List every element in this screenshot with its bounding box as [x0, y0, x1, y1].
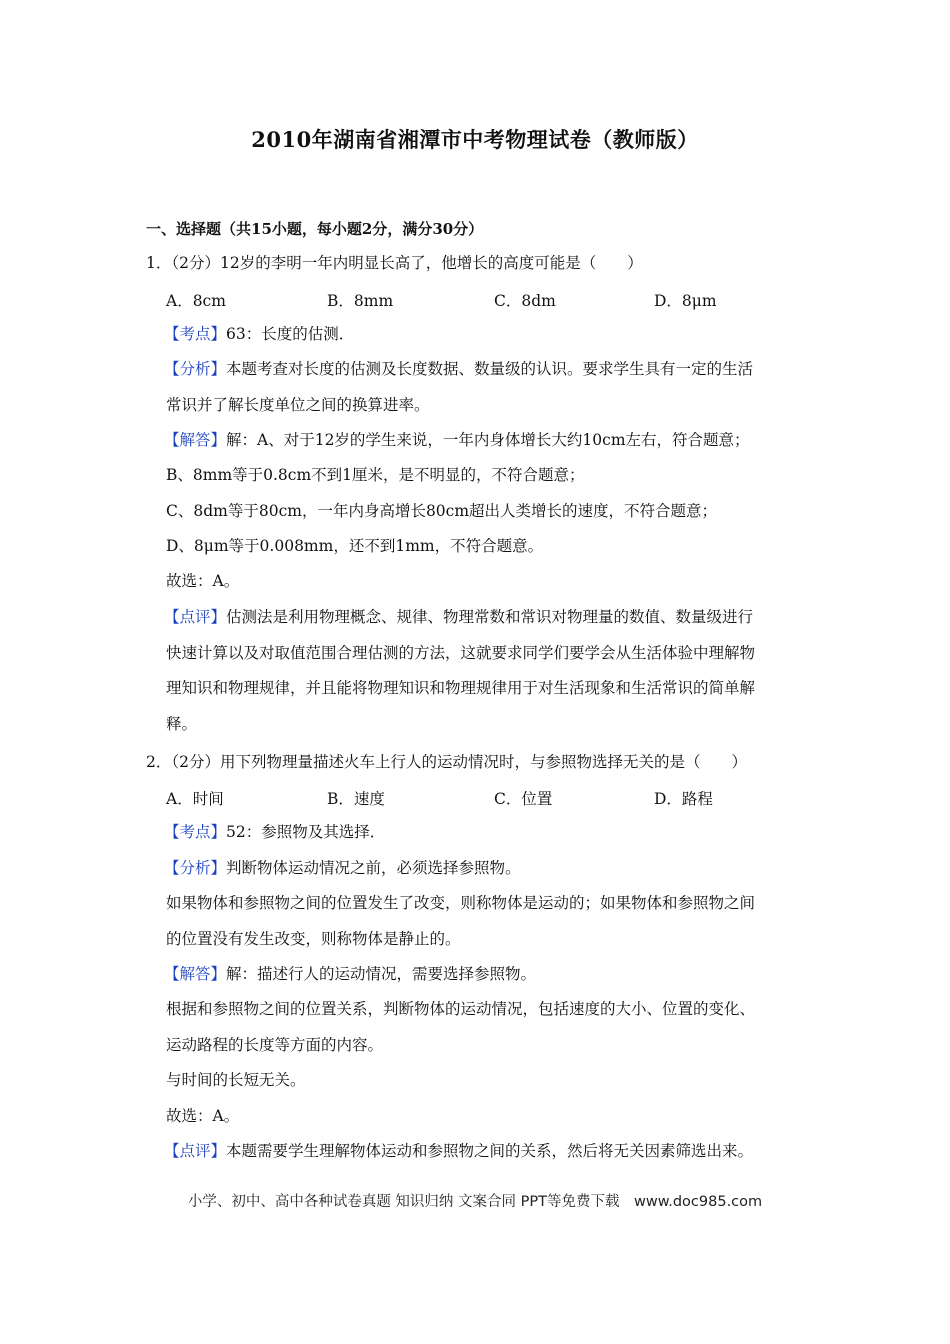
question-1-option-a: A．8cm: [166, 292, 226, 310]
question-2-jieda-3: 运动路程的长度等方面的内容。: [166, 1036, 384, 1054]
question-2-option-d: D．路程: [654, 790, 713, 808]
question-2-option-a: A．时间: [166, 790, 224, 808]
question-1-option-d: D．8μm: [654, 292, 717, 310]
fenxi-text: 判断物体运动情况之前，必须选择参照物。: [226, 859, 521, 877]
dianping-tag: 【点评】: [164, 608, 227, 626]
jieda-text: 解：描述行人的运动情况，需要选择参照物。: [226, 965, 537, 983]
question-2-option-b: B．速度: [327, 790, 385, 808]
kaodian-tag: 【考点】: [164, 823, 227, 841]
fenxi-tag: 【分析】: [164, 360, 227, 378]
question-2-fenxi-3: 的位置没有发生改变，则称物体是静止的。: [166, 930, 461, 948]
question-2-option-c: C．位置: [494, 790, 553, 808]
question-1-dianping-4: 释。: [166, 715, 198, 733]
question-1-answer: 故选：A。: [166, 572, 240, 590]
question-2-answer: 故选：A。: [166, 1107, 240, 1125]
question-1-dianping-2: 快速计算以及对取值范围合理估测的方法，这就要求同学们要学会从生活体验中理解物: [166, 644, 756, 662]
question-2-fenxi: [164, 858, 521, 878]
question-2-jieda-2: 根据和参照物之间的位置关系，判断物体的运动情况，包括速度的大小、位置的变化、: [166, 1000, 756, 1018]
question-1-fenxi-cont: 常识并了解长度单位之间的换算进率。: [166, 396, 430, 414]
question-1-stem: 1．（2分）12岁的李明一年内明显长高了，他增长的高度可能是（ ）: [146, 254, 643, 272]
kaodian-text: 52：参照物及其选择．: [226, 823, 386, 841]
question-2-jieda: [164, 964, 536, 984]
jieda-text: 解：A、对于12岁的学生来说，一年内身体增长大约10cm左右，符合题意；: [226, 431, 750, 449]
question-1-jieda-c: C、8dm等于80cm，一年内身高增长80cm超出人类增长的速度，不符合题意；: [166, 502, 718, 520]
question-1-jieda: [164, 430, 750, 450]
dianping-text: 本题需要学生理解物体运动和参照物之间的关系，然后将无关因素筛选出来。: [226, 1142, 754, 1160]
question-2-fenxi-2: 如果物体和参照物之间的位置发生了改变，则称物体是运动的；如果物体和参照物之间: [166, 894, 756, 912]
question-2-kaodian: [164, 822, 385, 842]
jieda-tag: 【解答】: [164, 431, 227, 449]
dianping-text: 估测法是利用物理概念、规律、物理常数和常识对物理量的数值、数量级进行: [226, 608, 754, 626]
question-1-dianping: [164, 607, 753, 627]
question-1-dianping-3: 理知识和物理规律，并且能将物理知识和物理规律用于对生活现象和生活常识的简单解: [166, 679, 756, 697]
kaodian-tag: 【考点】: [164, 325, 227, 343]
question-1-kaodian: [164, 324, 354, 344]
document-title: 2010年湖南省湘潭市中考物理试卷（教师版）: [251, 127, 699, 152]
section-heading: 一、选择题（共15小题，每小题2分，满分30分）: [146, 220, 484, 238]
fenxi-tag: 【分析】: [164, 859, 227, 877]
kaodian-text: 63：长度的估测．: [226, 325, 355, 343]
question-2-dianping: [164, 1141, 753, 1161]
question-1-fenxi: [164, 359, 753, 379]
question-1-jieda-b: B、8mm等于0.8cm不到1厘米，是不明显的，不符合题意；: [166, 466, 585, 484]
dianping-tag: 【点评】: [164, 1142, 227, 1160]
jieda-tag: 【解答】: [164, 965, 227, 983]
question-2-jieda-4: 与时间的长短无关。: [166, 1071, 306, 1089]
fenxi-text: 本题考查对长度的估测及长度数据、数量级的认识。要求学生具有一定的生活: [226, 360, 754, 378]
question-1-option-c: C．8dm: [494, 292, 556, 310]
page-footer: 小学、初中、高中各种试卷真题 知识归纳 文案合同 PPT等免费下载 www.doc985.com: [187, 1194, 763, 1210]
question-1-option-b: B．8mm: [327, 292, 394, 310]
question-1-jieda-d: D、8μm等于0.008mm，还不到1mm，不符合题意。: [166, 537, 544, 555]
question-2-stem: 2．（2分）用下列物理量描述火车上行人的运动情况时，与参照物选择无关的是（ ）: [146, 753, 747, 771]
